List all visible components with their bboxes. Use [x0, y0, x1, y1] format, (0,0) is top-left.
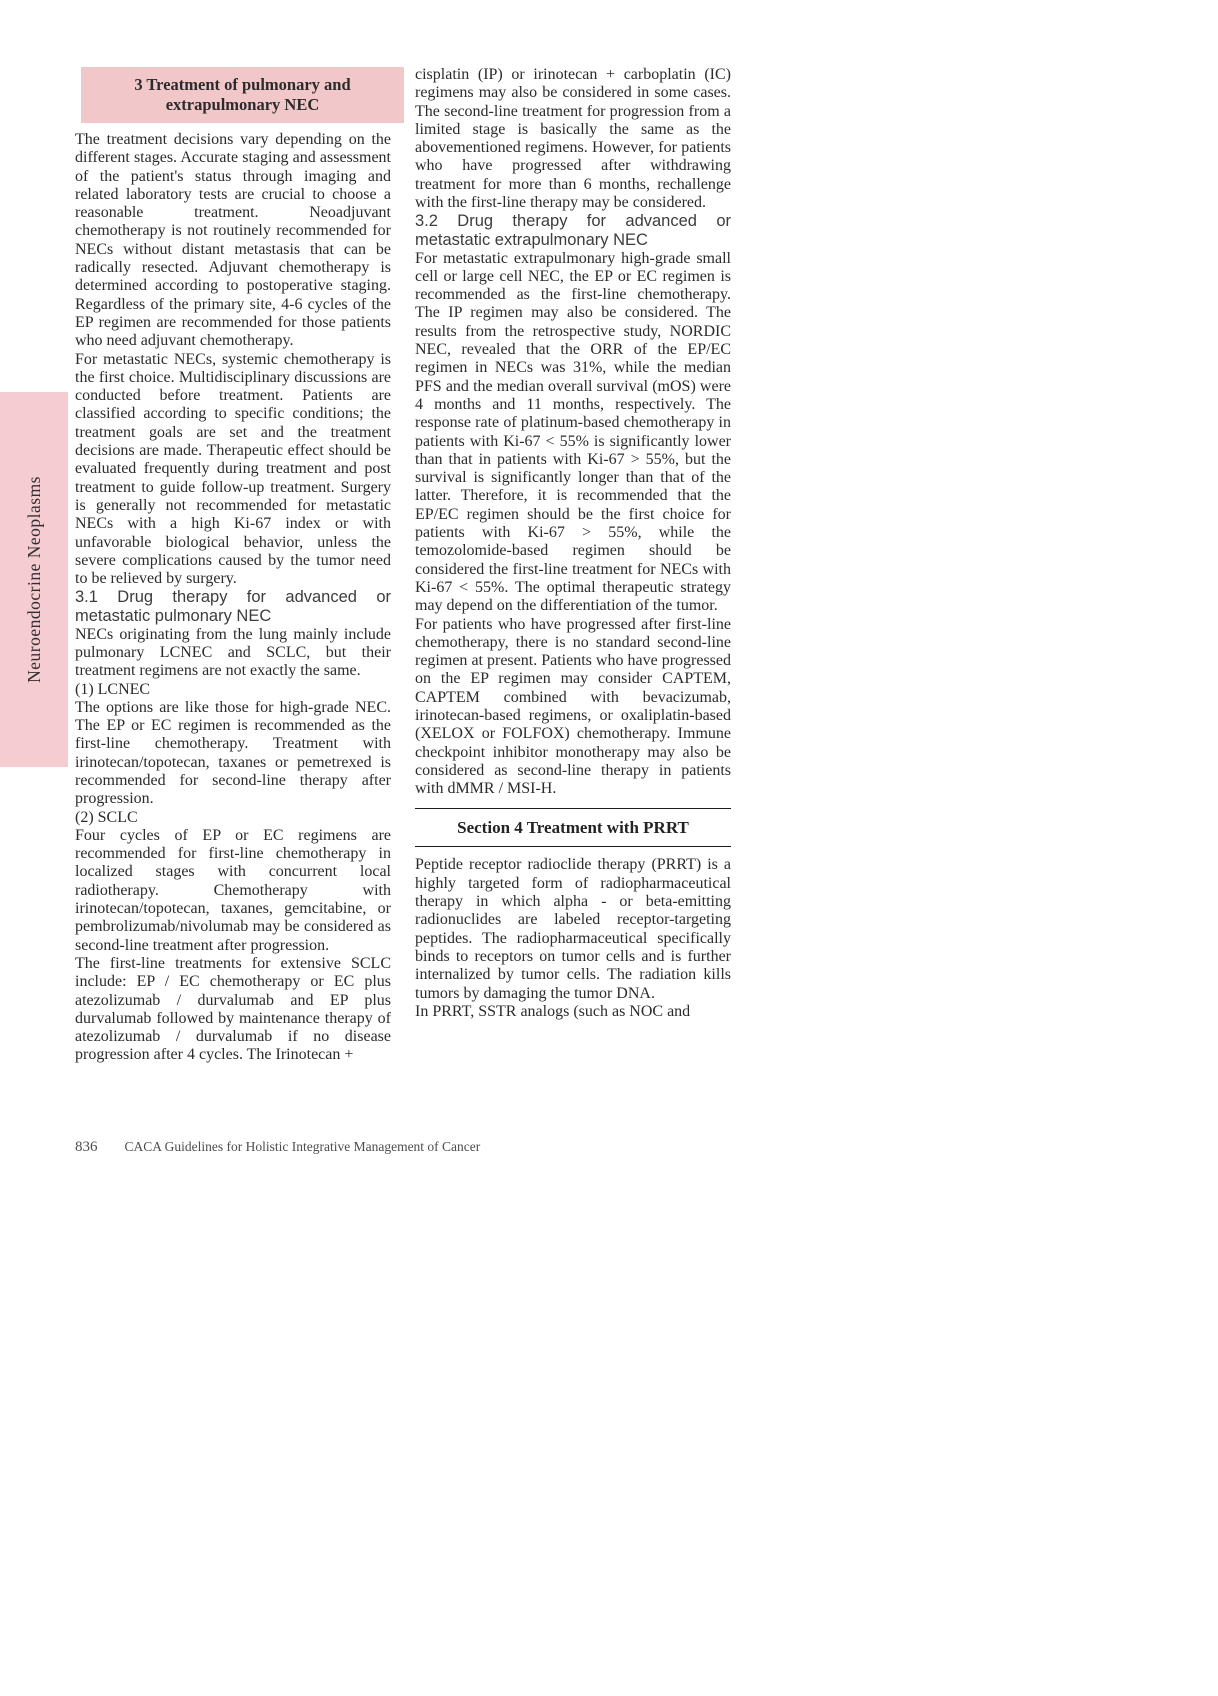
subheading-3-1: 3.1 Drug therapy for advanced or metastatic pulmonary NEC — [75, 588, 391, 626]
chapter-edge-tab — [0, 392, 68, 767]
paragraph-lung-origin: NECs originating from the lung mainly include pulmonary LCNEC and SCLC, but their treatment regimens are not exactly the same. — [75, 625, 391, 680]
paragraph-secondline-options: For patients who have progressed after first-line chemotherapy, there is no standard second-line regimen at present. Patients who have progressed on the EP regimen may consider CAPTEM, CAPTEM combined with bevacizumab, irinotecan-based regimens, or oxaliplatin-based (XELOX or FOLFOX) chemotherapy. Immune checkpoint inhibitor monotherapy may also be considered as second-line therapy in patients with dMMR / MSI-H. — [415, 615, 731, 798]
left-column — [75, 66, 391, 1065]
paragraph-treatment-decisions: The treatment decisions vary depending on the different stages. Accurate staging and assessment of the patient's status through imaging and related laboratory tests are crucial to choose a reasonable treatment. Neoadjuvant chemotherapy is not routinely recommended for NECs without distant metastasis that can be radically resected. Adjuvant chemotherapy is determined according to postoperative staging. Regardless of the primary site, 4-6 cycles of the EP regimen are recommended for those patients who need adjuvant chemotherapy. — [75, 131, 391, 350]
paragraph-sclc-extensive: The first-line treatments for extensive SCLC include: EP / EC chemotherapy or EC plus atezolizumab / durvalumab and EP plus durvalumab followed by maintenance therapy of atezolizumab / durvalumab if no disease progression after 4 cycles. The Irinotecan + — [75, 954, 391, 1064]
paragraph-extrapulmonary-firstline: For metastatic extrapulmonary high-grade small cell or large cell NEC, the EP or EC regimen is recommended as the first-line chemotherapy. The IP regimen may also be considered. The results from the retrospective study, NORDIC NEC, revealed that the ORR of the EP/EC regimen in NECs was 31%, while the median PFS and the median overall survival (mOS) were 4 months and 11 months, respectively. The response rate of platinum-based chemotherapy in patients with Ki-67 < 55% is significantly lower than that in patients with Ki-67 > 55%, but the survival is significantly longer than that of the latter. Therefore, it is recommended that the EP/EC regimen should be the first choice for patients with Ki-67 > 55%, while the temozolomide-based regimen should be considered the first-line treatment for NECs with Ki-67 < 55%. The optimal therapeutic strategy may depend on the differentiation of the tumor. — [415, 249, 731, 615]
paragraph-prrt-intro: Peptide receptor radioclide therapy (PRRT) is a highly targeted form of radiopharmaceutical therapy in which alpha - or beta-emitting radionuclides are labeled receptor-targeting peptides. The radiopharmaceutical specifically binds to receptors on tumor cells and is further internalized by tumor cells. The radiation kills tumors by damaging the tumor DNA. — [415, 856, 731, 1002]
page-body — [75, 66, 732, 1065]
paragraph-lcnec-options: The options are like those for high-grade NEC. The EP or EC regimen is recommended as the first-line chemotherapy. Treatment with irinotecan/topotecan, taxanes or pemetrexed is recommended for second-line therapy after progression. — [75, 698, 391, 808]
chapter-edge-tab-label: Neuroendocrine Neoplasms — [23, 476, 44, 683]
paragraph-sclc-localized: Four cycles of EP or EC regimens are recommended for first-line chemotherapy in localized stages with concurrent local radiotherapy. Chemotherapy with irinotecan/topotecan, taxanes, gemcitabine, or pembrolizumab/nivolumab may be considered as second-line treatment after progression. — [75, 826, 391, 954]
paragraph-sstr-analogs: In PRRT, SSTR analogs (such as NOC and — [415, 1002, 691, 1020]
list-item-lcnec: (1) LCNEC — [75, 680, 151, 698]
right-column — [415, 66, 731, 1065]
page-footer — [75, 1139, 480, 1156]
paragraph-ip-ic-regimens: cisplatin (IP) or irinotecan + carboplatin (IC) regimens may also be considered in some cases. The second-line treatment for progression from a limited stage is basically the same as the abovementioned regimens. However, for patients who have progressed after withdrawing treatment for more than 6 months, rechallenge with the first-line therapy may be considered. — [415, 66, 731, 212]
running-footer-title: CACA Guidelines for Holistic Integrative Management of Cancer — [124, 1139, 481, 1154]
section-4-heading: Section 4 Treatment with PRRT — [415, 808, 731, 847]
list-item-sclc: (2) SCLC — [75, 808, 138, 826]
paragraph-metastatic-necs: For metastatic NECs, systemic chemotherapy is the first choice. Multidisciplinary discussions are conducted before treatment. Patients are classified according to specific conditions; the treatment goals are set and the treatment decisions are made. Therapeutic effect should be evaluated frequently during treatment and post treatment to guide follow-up treatment. Surgery is generally not recommended for metastatic NECs with a high Ki-67 index or with unfavorable biological behavior, unless the severe complications caused by the tumor need to be relieved by surgery. — [75, 350, 391, 588]
page-number: 836 — [75, 1139, 98, 1155]
subheading-3-2: 3.2 Drug therapy for advanced or metastatic extrapulmonary NEC — [415, 212, 731, 249]
section-3-heading-box: 3 Treatment of pulmonary and extrapulmonary NEC — [81, 67, 404, 123]
